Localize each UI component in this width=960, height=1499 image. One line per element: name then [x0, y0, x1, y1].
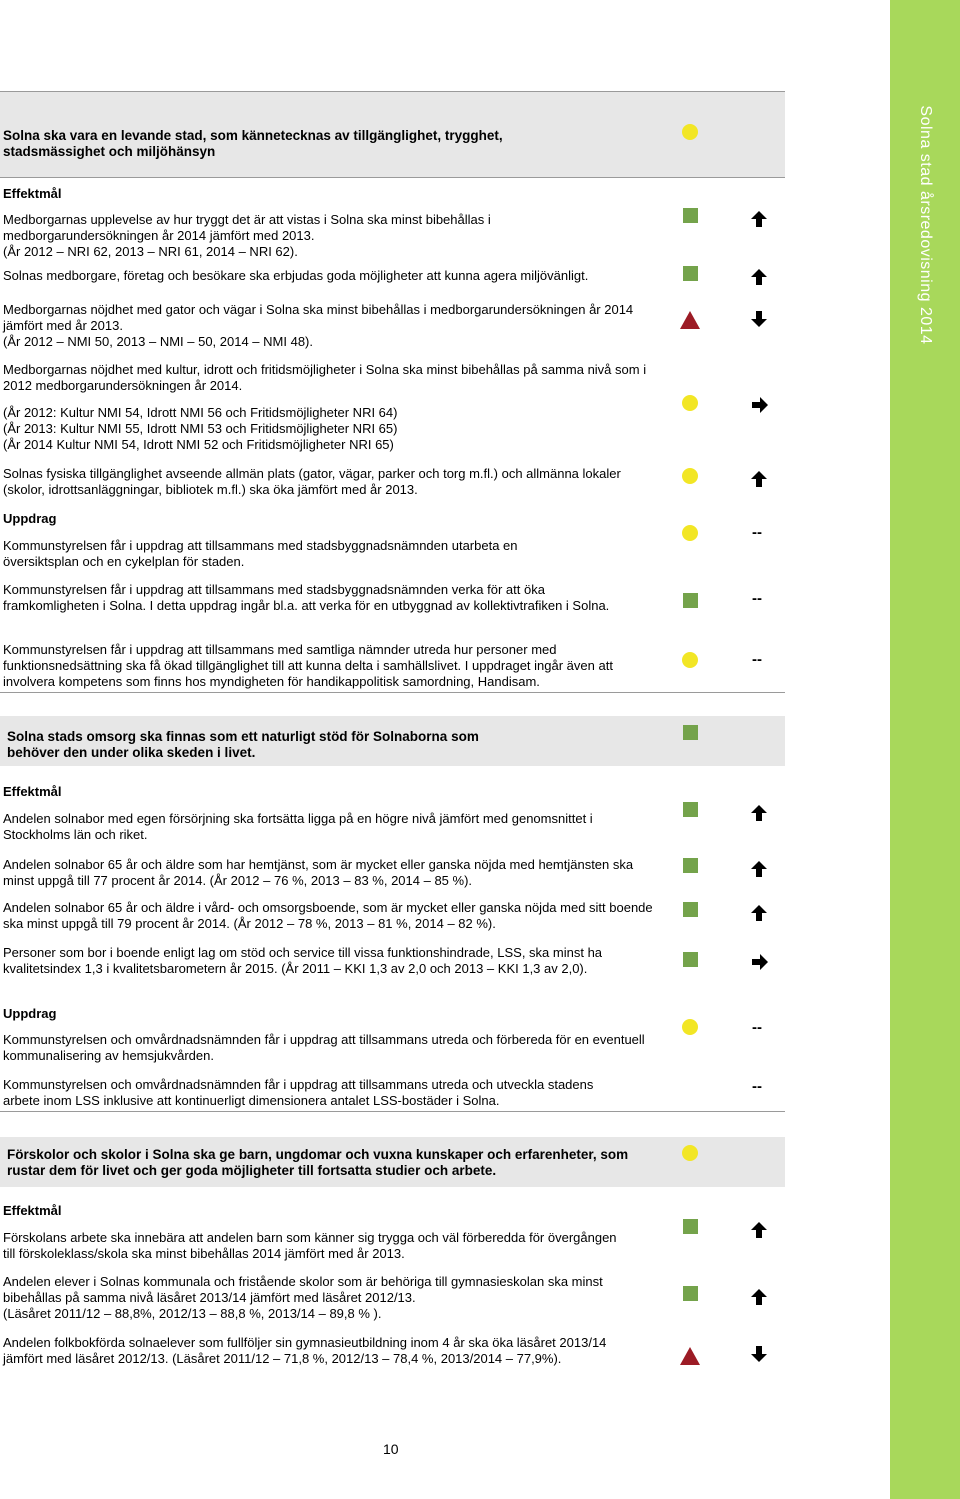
section-2-effektmal-2: Andelen solnabor 65 år och äldre som har hemtjänst, som är mycket eller ganska nöjda med hemtjänsten ska minst uppgå till 77 procent år 2014. (År 2012 – 76 %, 2013 – 83 %, 2014 – 85 %).	[3, 857, 634, 888]
arrow-up-icon	[750, 1221, 768, 1239]
yellow-circle-icon	[682, 124, 698, 140]
page-number: 10	[383, 1441, 399, 1457]
divider	[0, 91, 785, 92]
section-1-effektmal-3: Medborgarnas nöjdhet med gator och vägar i Solna ska minst bibehållas i medborgarundersökningen år 2014 jämfört med år 2013. (År 2012 – NMI 50, 2013 – NMI – 50, 2014 – NMI 48).	[3, 302, 634, 349]
red-triangle-icon	[680, 1347, 700, 1365]
green-square-icon	[683, 266, 698, 281]
section-1-uppdrag-1: Kommunstyrelsen får i uppdrag att tillsammans med stadsbyggnadsnämnden utarbeta en översiktsplan och en cykelplan för staden.	[3, 538, 518, 569]
green-square-icon	[683, 725, 698, 740]
arrow-down-icon	[750, 1345, 768, 1363]
arrow-up-icon	[750, 210, 768, 228]
section-2-uppdrag-1: Kommunstyrelsen och omvårdnadsnämnden får i uppdrag att tillsammans utreda och förbereda för en eventuell kommunalisering av hemsjukvården.	[3, 1032, 645, 1063]
section-1-uppdrag-label: Uppdrag	[3, 511, 57, 526]
divider	[0, 177, 785, 178]
divider	[0, 692, 785, 693]
section-3-effektmal-label: Effektmål	[3, 1203, 62, 1218]
green-square-icon	[683, 802, 698, 817]
arrow-up-icon	[750, 860, 768, 878]
yellow-circle-icon	[682, 395, 698, 411]
arrow-up-icon	[750, 1288, 768, 1306]
red-triangle-icon	[680, 311, 700, 329]
green-square-icon	[683, 593, 698, 608]
section-2-heading: Solna stads omsorg ska finnas som ett naturligt stöd för Solnaborna som behöver den under olika skeden i livet.	[7, 729, 479, 760]
green-square-icon	[683, 952, 698, 967]
side-title: Solna stad årsredovisning 2014	[917, 105, 934, 345]
arrow-up-icon	[750, 268, 768, 286]
section-1-effektmal-1: Medborgarnas upplevelse av hur tryggt det är att vistas i Solna ska minst bibehållas i medborgarundersökningen år 2014 jämfört med 2013. (År 2012 – NRI 62, 2013 – NRI 61, 2014 – NRI 62).	[3, 212, 491, 259]
section-2-uppdrag-label: Uppdrag	[3, 1006, 57, 1021]
no-trend-dash: --	[752, 590, 762, 607]
arrow-up-icon	[750, 804, 768, 822]
divider	[0, 1111, 785, 1112]
no-trend-dash: --	[752, 1019, 762, 1036]
green-square-icon	[683, 1219, 698, 1234]
yellow-circle-icon	[682, 1145, 698, 1161]
yellow-circle-icon	[682, 1019, 698, 1035]
arrow-up-icon	[750, 904, 768, 922]
green-square-icon	[683, 858, 698, 873]
yellow-circle-icon	[682, 652, 698, 668]
arrow-right-icon	[751, 396, 769, 414]
section-3-heading: Förskolor och skolor i Solna ska ge barn, ungdomar och vuxna kunskaper och erfarenheter, som rustar dem för livet och ger goda möjligheter till fortsatta studier och arbete.	[7, 1147, 629, 1178]
section-3-effektmal-1: Förskolans arbete ska innebära att andelen barn som känner sig trygga och väl förberedda för övergången till förskoleklass/skola ska minst bibehållas 2014 jämfört med år 2013.	[3, 1230, 617, 1261]
green-square-icon	[683, 902, 698, 917]
section-2-uppdrag-2: Kommunstyrelsen och omvårdnadsnämnden får i uppdrag att tillsammans utreda och utveckla stadens arbete inom LSS inklusive att kontinuerligt dimensionera antalet LSS-bostäder i Solna.	[3, 1077, 594, 1108]
green-square-icon	[683, 208, 698, 223]
section-3-effektmal-3: Andelen folkbokförda solnaelever som fullföljer sin gymnasieutbildning inom 4 år ska öka läsåret 2013/14 jämfört med läsåret 2012/13. (Läsåret 2011/12 – 71,8 %, 2012/13 – 78,4 %, 2013/2014 – 77,9%).	[3, 1335, 607, 1366]
yellow-circle-icon	[682, 468, 698, 484]
section-1-uppdrag-2: Kommunstyrelsen får i uppdrag att tillsammans med stadsbyggnadsnämnden verka för att öka framkomligheten i Solna. I detta uppdrag ingår bl.a. att verka för en utbyggnad av kollektivtrafiken i Solna.	[3, 582, 610, 613]
section-1-effektmal-4: Medborgarnas nöjdhet med kultur, idrott och fritidsmöjligheter i Solna ska minst bibehållas på samma nivå som i 2012 medborgarundersökningen år 2014.	[3, 362, 647, 393]
yellow-circle-icon	[682, 525, 698, 541]
arrow-down-icon	[750, 310, 768, 328]
no-trend-dash: --	[752, 1078, 762, 1095]
arrow-up-icon	[750, 470, 768, 488]
arrow-right-icon	[751, 953, 769, 971]
section-1-effektmal-6: Solnas fysiska tillgänglighet avseende allmän plats (gator, vägar, parker och torg m.fl.) och allmänna lokaler (skolor, idrottsanläggningar, bibliotek m.fl.) ska öka jämfört med år 2013.	[3, 466, 621, 497]
no-trend-dash: --	[752, 651, 762, 668]
section-2-effektmal-1: Andelen solnabor med egen försörjning ska fortsätta ligga på en högre nivå jämfört med genomsnittet i Stockholms län och riket.	[3, 811, 593, 842]
section-1-heading: Solna ska vara en levande stad, som kännetecknas av tillgänglighet, trygghet, stadsmässighet och miljöhänsyn	[3, 128, 503, 159]
section-2-effektmal-4: Personer som bor i boende enligt lag om stöd och service till vissa funktionshindrade, LSS, ska minst ha kvalitetsindex 1,3 i kvalitetsbarometern år 2015. (År 2011 – KKI 1,3 av 2,0 och 2013 – KKI 1,3 av 2,0).	[3, 945, 603, 976]
section-3-effektmal-2: Andelen elever i Solnas kommunala och fristående skolor som är behöriga till gymnasieskolan ska minst bibehållas på samma nivå läsåret 2013/14 jämfört med läsåret 2012/13. (Läsåret 2011/12 – 88,8%, 2012/13 – 88,8 %, 2013/14 – 89,8 % ).	[3, 1274, 603, 1321]
section-2-effektmal-label: Effektmål	[3, 784, 62, 799]
section-1-effektmal-5: (År 2012: Kultur NMI 54, Idrott NMI 56 och Fritidsmöjligheter NRI 64) (År 2013: Kultur NMI 55, Idrott NMI 53 och Fritidsmöjligheter NRI 65) (År 2014 Kultur NMI 54, Idrott NMI 52 och Fritidsmöjligheter NRI 65)	[3, 405, 398, 452]
section-1-effektmal-2: Solnas medborgare, företag och besökare ska erbjudas goda möjligheter att kunna agera miljövänligt.	[3, 268, 589, 283]
section-1-uppdrag-3: Kommunstyrelsen får i uppdrag att tillsammans med samtliga nämnder utreda hur personer med funktionsnedsättning ska få ökad tillgänglighet till att kunna delta i samhällslivet. I uppdraget ingår även att involvera kompetens som finns hos myndigheten för handikappolitisk samordning, Handisam.	[3, 642, 613, 689]
section-1-effektmal-label: Effektmål	[3, 186, 62, 201]
no-trend-dash: --	[752, 524, 762, 541]
green-square-icon	[683, 1286, 698, 1301]
section-2-effektmal-3: Andelen solnabor 65 år och äldre i vård- och omsorgsboende, som är mycket eller ganska nöjda med sitt boende ska minst uppgå till 79 procent år 2014. (År 2012 – 78 %, 2013 – 81 %, 2014 – 82 %).	[3, 900, 653, 931]
